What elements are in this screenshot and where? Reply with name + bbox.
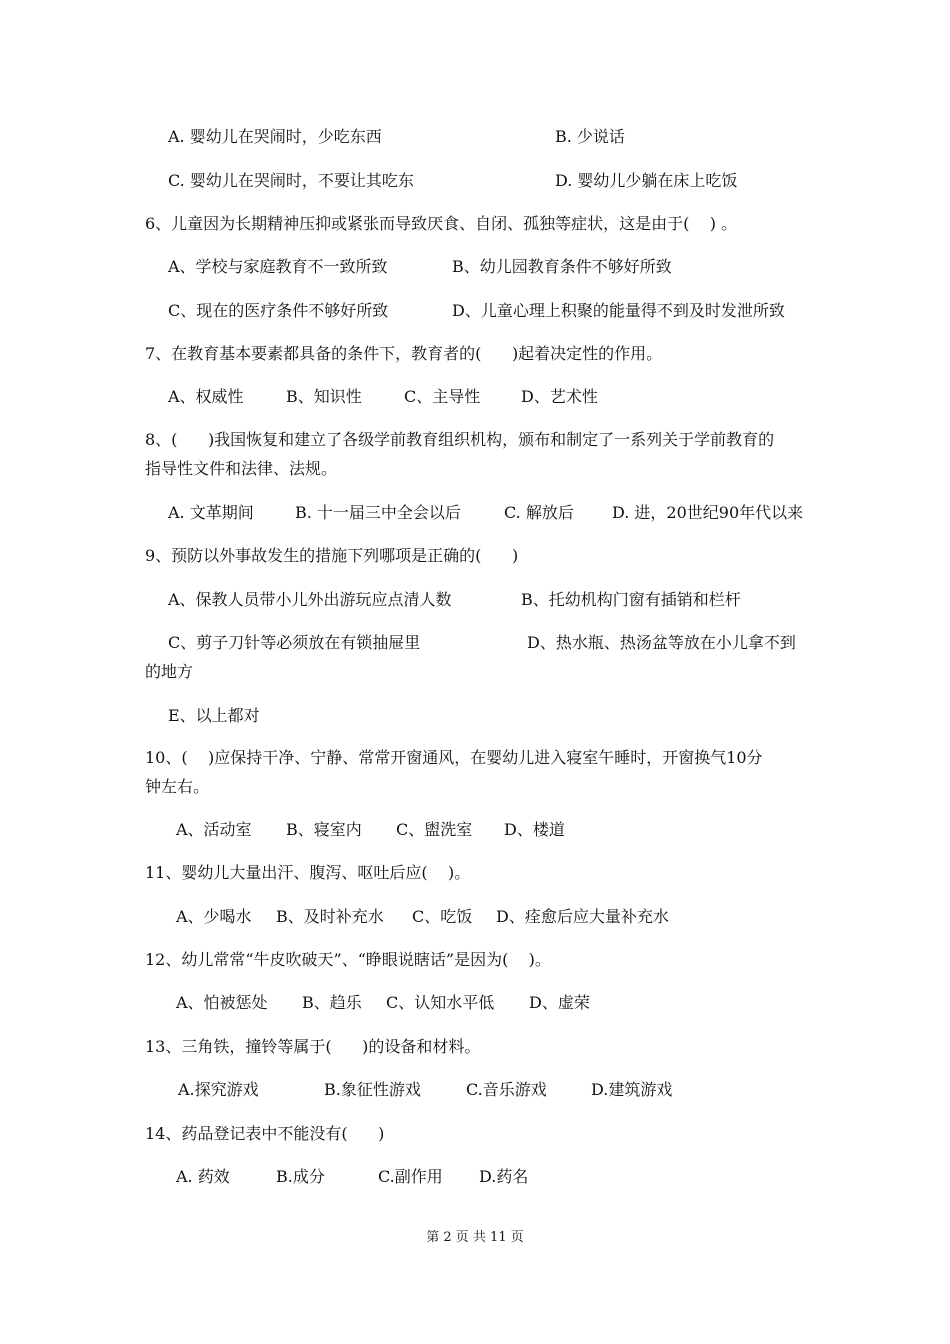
q11-option-a: A、少喝水 <box>176 907 252 926</box>
q10-option-d: D、楼道 <box>504 820 565 839</box>
q6-option-b: B、幼儿园教育条件不够好所致 <box>452 257 672 276</box>
q13-option-a: A.探究游戏 <box>178 1080 259 1099</box>
q10-option-b: B、寝室内 <box>286 820 362 839</box>
q10-stem-line-1: 10、( )应保持干净、宁静、常常开窗通风，在婴幼儿进入寝室午睡时，开窗换气10分 <box>145 748 763 767</box>
q8-option-c: C. 解放后 <box>504 503 574 522</box>
q9-option-e: E、以上都对 <box>168 706 260 725</box>
q12-stem: 12、幼儿常常“牛皮吹破天”、“睁眼说瞎话”是因为( )。 <box>145 950 551 969</box>
q9-option-d-continued: 的地方 <box>145 662 194 681</box>
q7-stem: 7、在教育基本要素都具备的条件下，教育者的( )起着决定性的作用。 <box>145 344 663 363</box>
q10-stem-line-2: 钟左右。 <box>145 777 210 796</box>
q9-option-a: A、保教人员带小儿外出游玩应点清人数 <box>168 590 452 609</box>
q8-option-a: A. 文革期间 <box>168 503 254 522</box>
q9-stem: 9、预防以外事故发生的措施下列哪项是正确的( ) <box>145 546 519 565</box>
q13-stem: 13、三角铁，撞铃等属于( )的设备和材料。 <box>145 1037 481 1056</box>
q11-option-b: B、及时补充水 <box>276 907 384 926</box>
q11-option-d: D、痊愈后应大量补充水 <box>496 907 669 926</box>
q5-option-b: B. 少说话 <box>555 127 625 146</box>
q14-option-c: C.副作用 <box>378 1167 443 1186</box>
q8-option-b: B. 十一届三中全会以后 <box>295 503 461 522</box>
q9-option-c: C、剪子刀针等必须放在有锁抽屉里 <box>168 633 421 652</box>
q6-option-a: A、学校与家庭教育不一致所致 <box>168 257 388 276</box>
q12-option-c: C、认知水平低 <box>386 993 495 1012</box>
q11-option-c: C、吃饭 <box>412 907 473 926</box>
q13-option-b: B.象征性游戏 <box>324 1080 421 1099</box>
q10-option-c: C、盥洗室 <box>396 820 473 839</box>
page-number-footer: 第 2 页 共 11 页 <box>426 1230 524 1245</box>
q6-stem: 6、儿童因为长期精神压抑或紧张而导致厌食、自闭、孤独等症状，这是由于( ) 。 <box>145 214 738 233</box>
q6-option-d: D、儿童心理上积聚的能量得不到及时发泄所致 <box>452 301 785 320</box>
q12-option-b: B、趋乐 <box>302 993 362 1012</box>
q13-option-c: C.音乐游戏 <box>466 1080 547 1099</box>
q6-option-c: C、现在的医疗条件不够好所致 <box>168 301 389 320</box>
q7-option-b: B、知识性 <box>286 387 362 406</box>
q7-option-a: A、权威性 <box>168 387 244 406</box>
q5-option-d: D. 婴幼儿少躺在床上吃饭 <box>555 171 738 190</box>
q13-option-d: D.建筑游戏 <box>591 1080 673 1099</box>
q12-option-a: A、怕被惩处 <box>176 993 268 1012</box>
q14-stem: 14、药品登记表中不能没有( ) <box>145 1124 385 1143</box>
q8-stem-line-2: 指导性文件和法律、法规。 <box>145 459 338 478</box>
q9-option-b: B、托幼机构门窗有插销和栏杆 <box>521 590 741 609</box>
q8-option-d: D. 进，20世纪90年代以来 <box>612 503 804 522</box>
q10-option-a: A、活动室 <box>176 820 252 839</box>
q7-option-d: D、艺术性 <box>521 387 598 406</box>
q11-stem: 11、婴幼儿大量出汗、腹泻、呕吐后应( )。 <box>145 863 471 882</box>
q12-option-d: D、虚荣 <box>529 993 590 1012</box>
q14-option-a: A. 药效 <box>176 1167 230 1186</box>
q7-option-c: C、主导性 <box>404 387 481 406</box>
q5-option-a: A. 婴幼儿在哭闹时，少吃东西 <box>168 127 382 146</box>
q8-stem-line-1: 8、( )我国恢复和建立了各级学前教育组织机构，颁布和制定了一系列关于学前教育的 <box>145 430 775 449</box>
q9-option-d: D、热水瓶、热汤盆等放在小儿拿不到 <box>527 633 796 652</box>
q14-option-d: D.药名 <box>479 1167 529 1186</box>
q5-option-c: C. 婴幼儿在哭闹时，不要让其吃东 <box>168 171 414 190</box>
q14-option-b: B.成分 <box>276 1167 325 1186</box>
